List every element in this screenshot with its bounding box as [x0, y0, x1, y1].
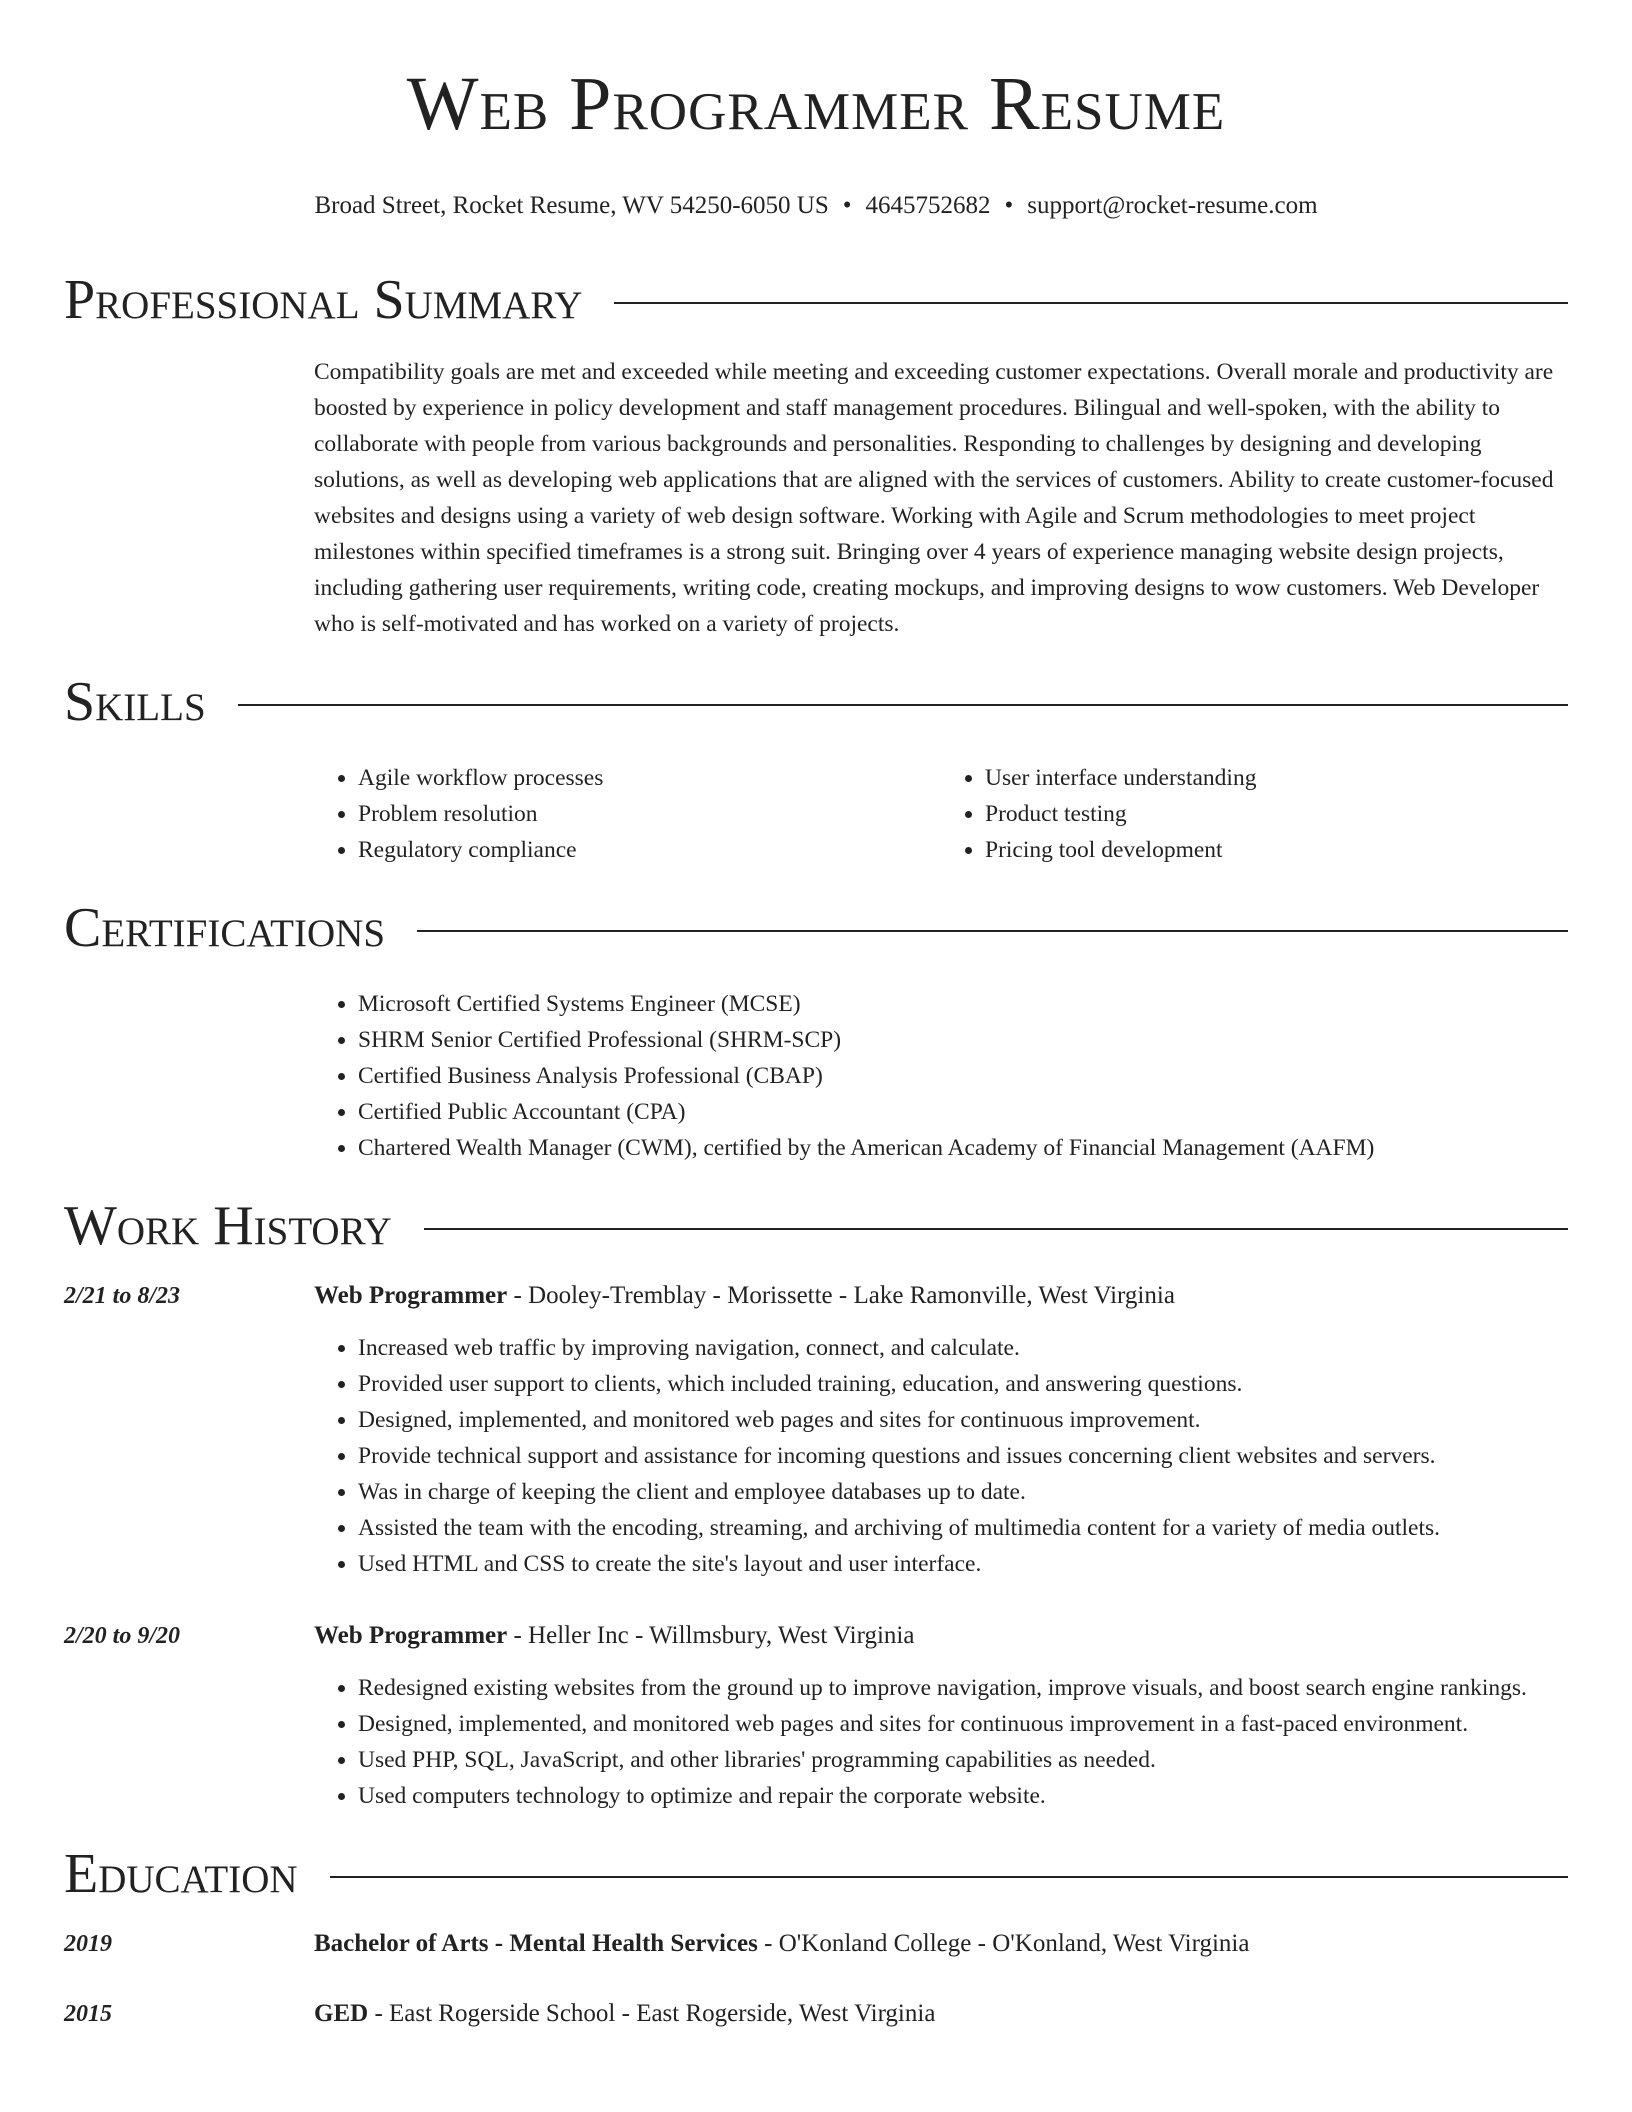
education-details: - East Rogerside School - East Rogerside, West Virginia	[368, 2000, 936, 2027]
certification-item: • Chartered Wealth Manager (CWM), certified by the American Academy of Financial Management (AAFM)	[358, 1130, 1568, 1166]
education-degree: Bachelor of Arts - Mental Health Services	[314, 1930, 758, 1957]
job-bullet: • Used HTML and CSS to create the site's layout and user interface.	[358, 1546, 1568, 1582]
education-section	[64, 1834, 1568, 2032]
job-entry	[64, 1278, 1568, 1582]
skills-list	[314, 760, 1568, 868]
skill-item: • Product testing	[985, 796, 1568, 832]
address: Broad Street, Rocket Resume, WV 54250-6050 US	[314, 192, 829, 219]
certifications-section	[64, 888, 1568, 1166]
section-header	[64, 1834, 1568, 1914]
separator: •	[842, 192, 852, 219]
education-entry	[64, 1926, 1568, 1962]
summary-section	[64, 260, 1568, 642]
certification-item: • SHRM Senior Certified Professional (SHRM-SCP)	[358, 1022, 1568, 1058]
job-bullet: • Used PHP, SQL, JavaScript, and other libraries' programming capabilities as needed.	[358, 1742, 1568, 1778]
summary-body	[314, 354, 1568, 642]
job-details: - Dooley-Tremblay - Morissette - Lake Ramonville, West Virginia	[507, 1282, 1175, 1309]
section-title: Work History	[64, 1195, 392, 1257]
job-role: Web Programmer	[314, 1282, 508, 1309]
job-bullet: • Was in charge of keeping the client and employee databases up to date.	[358, 1474, 1568, 1510]
section-divider	[417, 930, 1568, 932]
job-bullet: • Used computers technology to optimize and repair the corporate website.	[358, 1778, 1568, 1814]
job-entry	[64, 1618, 1568, 1814]
education-year: 2019	[64, 1931, 112, 1957]
section-divider	[238, 704, 1568, 706]
job-bullet: • Designed, implemented, and monitored web pages and sites for continuous improvement.	[358, 1402, 1568, 1438]
phone: 4645752682	[865, 192, 991, 219]
certification-item: • Microsoft Certified Systems Engineer (MCSE)	[358, 986, 1568, 1022]
job-dates: 2/21 to 8/23	[64, 1283, 181, 1309]
skill-item: • Pricing tool development	[985, 832, 1568, 868]
job-bullet: • Redesigned existing websites from the ground up to improve navigation, improve visuals, and boost search engine rankings.	[358, 1670, 1568, 1706]
section-title: Professional Summary	[64, 269, 583, 331]
education-degree: GED	[314, 2000, 369, 2027]
job-bullets	[314, 1670, 1568, 1814]
job-body	[314, 1618, 1568, 1814]
job-bullet: • Assisted the team with the encoding, streaming, and archiving of multimedia content for a variety of media outlets.	[358, 1510, 1568, 1546]
certification-item: • Certified Public Accountant (CPA)	[358, 1094, 1568, 1130]
section-header	[64, 260, 1568, 340]
certification-item: • Certified Business Analysis Professional (CBAP)	[358, 1058, 1568, 1094]
job-dates: 2/20 to 9/20	[64, 1623, 181, 1649]
section-divider	[614, 302, 1568, 304]
skills-column-right	[941, 760, 1568, 868]
education-entry	[64, 1996, 1568, 2032]
job-bullet: • Increased web traffic by improving navigation, connect, and calculate.	[358, 1330, 1568, 1366]
job-title-line	[314, 1278, 1568, 1314]
contact-line	[64, 190, 1568, 222]
section-title: Certifications	[64, 897, 386, 959]
work-history-section	[64, 1186, 1568, 1814]
resume-title: Web Programmer Resume	[406, 62, 1226, 146]
section-title: Skills	[64, 671, 206, 733]
job-details: - Heller Inc - Willmsbury, West Virginia	[507, 1622, 915, 1649]
section-title: Education	[64, 1843, 298, 1905]
job-bullet: • Provided user support to clients, which included training, education, and answering questions.	[358, 1366, 1568, 1402]
section-header	[64, 662, 1568, 742]
education-line	[314, 1926, 1568, 1962]
section-header	[64, 888, 1568, 968]
skill-item: • Regulatory compliance	[358, 832, 941, 868]
skill-item: • Problem resolution	[358, 796, 941, 832]
job-role: Web Programmer	[314, 1622, 508, 1649]
section-divider	[424, 1228, 1568, 1230]
skill-item: • User interface understanding	[985, 760, 1568, 796]
email: support@rocket-resume.com	[1027, 192, 1318, 219]
skills-column-left	[314, 760, 941, 868]
skills-section	[64, 662, 1568, 868]
job-bullets	[314, 1330, 1568, 1582]
section-header	[64, 1186, 1568, 1266]
summary-text: Compatibility goals are met and exceeded while meeting and exceeding customer expectations. Overall morale and productivity are boosted by experience in policy development and staff management procedures. Bilingual and well-spoken, with the ability to collaborate with people from various backgrounds and personalities. Responding to challenges by designing and developing solutions, as well as developing web applications that are aligned with the services of customers. Ability to create customer-focused websites and designs using a variety of web design software. Working with Agile and Scrum methodologies to meet project milestones within specified timeframes is a strong suit. Bringing over 4 years of experience managing website design projects, including gathering user requirements, writing code, creating mockups, and improving designs to wow customers. Web Developer who is self-motivated and has worked on a variety of projects.	[314, 359, 1554, 637]
separator: •	[1004, 192, 1014, 219]
job-bullet: • Designed, implemented, and monitored web pages and sites for continuous improvement in a fast-paced environment.	[358, 1706, 1568, 1742]
education-line	[314, 1996, 1568, 2032]
skill-item: • Agile workflow processes	[358, 760, 941, 796]
education-details: - O'Konland College - O'Konland, West Virginia	[757, 1930, 1250, 1957]
section-divider	[330, 1876, 1568, 1878]
job-title-line	[314, 1618, 1568, 1654]
education-year: 2015	[64, 2001, 112, 2027]
job-body	[314, 1278, 1568, 1582]
job-bullet: • Provide technical support and assistance for incoming questions and issues concerning client websites and servers.	[358, 1438, 1568, 1474]
certifications-list	[314, 986, 1568, 1166]
